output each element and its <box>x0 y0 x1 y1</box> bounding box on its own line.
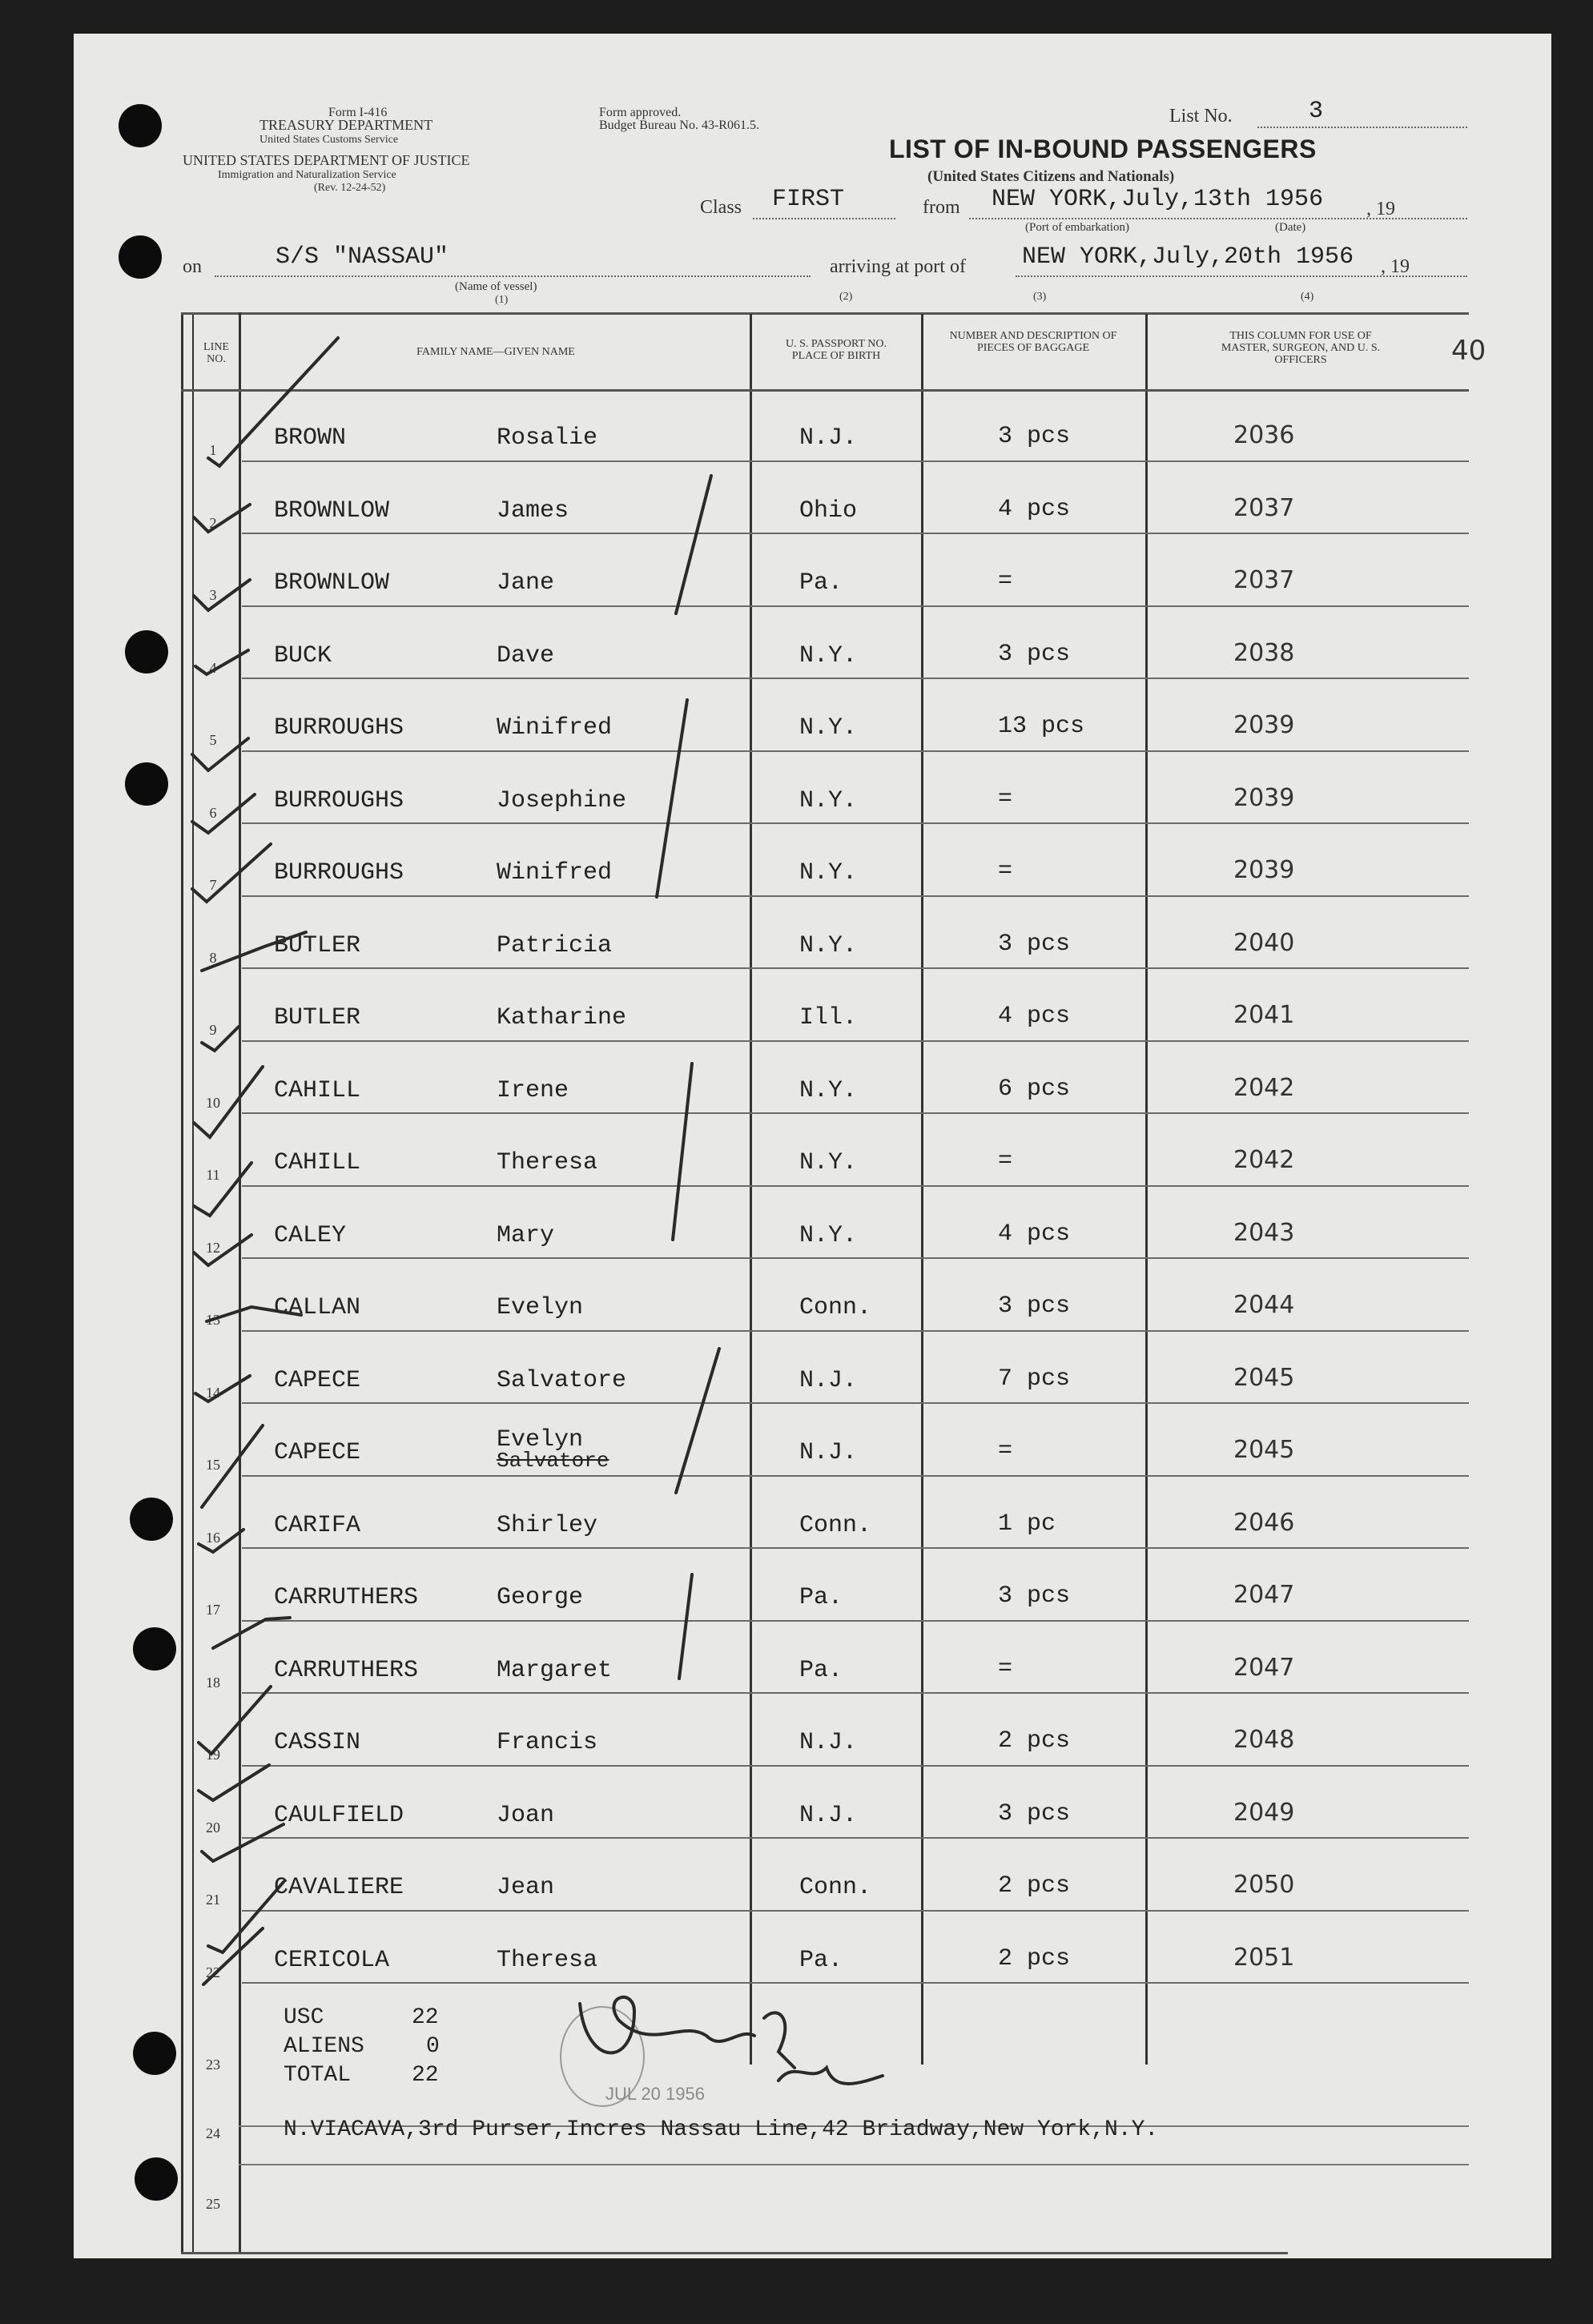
line-number: 8 <box>209 949 217 966</box>
struck-given-name: Salvatore <box>497 1449 609 1473</box>
arriving-label: arriving at port of <box>830 256 966 277</box>
given-name: Irene <box>497 1076 569 1104</box>
baggage-count: 2 pcs <box>998 1944 1071 1972</box>
binder-hole <box>133 2032 176 2075</box>
baggage-count: 3 pcs <box>998 423 1071 450</box>
line-number: 10 <box>206 1094 220 1111</box>
on-label: on <box>183 256 202 277</box>
place-of-birth: Pa. <box>799 569 843 597</box>
given-name: Jane <box>497 569 555 597</box>
family-name: CALEY <box>274 1221 347 1249</box>
binder-hole <box>135 2157 178 2201</box>
place-of-birth: N.J. <box>799 1439 858 1466</box>
binder-hole <box>133 1627 176 1671</box>
family-name: CARRUTHERS <box>274 1584 419 1611</box>
family-name: CALLAN <box>274 1294 361 1321</box>
baggage-count: = <box>998 858 1013 885</box>
officer-number: 2043 <box>1233 1218 1295 1247</box>
place-of-birth: N.Y. <box>799 786 858 814</box>
date-caption: (Date) <box>1275 221 1306 234</box>
vessel-caption: (Name of vessel) <box>455 280 537 293</box>
place-of-birth: N.Y. <box>799 641 858 669</box>
officer-number: 2040 <box>1233 928 1295 957</box>
baggage-count: 3 pcs <box>998 1293 1071 1320</box>
given-name: Theresa <box>497 1946 598 1974</box>
place-of-birth: N.J. <box>799 1801 858 1829</box>
place-of-birth: N.Y. <box>799 1076 858 1104</box>
baggage-count: = <box>998 1655 1013 1683</box>
col-caption-4: (4) <box>1301 291 1314 303</box>
total-value: 22 <box>412 2063 439 2088</box>
handwritten-marks <box>74 34 1551 2258</box>
given-name: Theresa <box>497 1149 598 1176</box>
table-border <box>239 312 241 2254</box>
given-name: Patricia <box>497 931 613 959</box>
given-name: Joan <box>497 1801 555 1829</box>
place-of-birth: Ohio <box>799 497 858 525</box>
family-name: CASSIN <box>274 1729 361 1756</box>
from-label: from <box>923 197 960 218</box>
officer-number: 2045 <box>1233 1363 1295 1392</box>
embarkation-value: NEW YORK,July,13th 1956 <box>992 186 1324 213</box>
table-border <box>1145 314 1148 2065</box>
line-number: 21 <box>206 1892 220 1908</box>
family-name: CARIFA <box>274 1511 361 1539</box>
place-of-birth: Ill. <box>799 1004 858 1031</box>
baggage-count: 3 pcs <box>998 1799 1071 1827</box>
given-name: Jean <box>497 1874 555 1901</box>
family-name: BUCK <box>274 641 332 669</box>
line-number: 15 <box>206 1457 220 1473</box>
given-name: Josephine <box>497 786 627 814</box>
baggage-count: = <box>998 1437 1013 1465</box>
given-name: Evelyn <box>497 1426 584 1454</box>
given-name: Francis <box>497 1729 598 1756</box>
officer-number: 2050 <box>1233 1871 1295 1899</box>
given-name: Dave <box>497 641 555 669</box>
line-number: 17 <box>206 1602 220 1618</box>
binder-hole <box>130 1498 173 1541</box>
table-border <box>750 314 752 2065</box>
aliens-label: ALIENS <box>284 2034 364 2059</box>
baggage-count: 4 pcs <box>998 495 1071 523</box>
officer-number: 2039 <box>1233 783 1295 812</box>
budget-label: Budget Bureau No. 43-R061.5. <box>599 119 759 132</box>
line-number: 5 <box>209 732 217 748</box>
place-of-birth: Conn. <box>799 1294 872 1321</box>
baggage-count: 3 pcs <box>998 930 1071 958</box>
officer-number: 2047 <box>1233 1653 1295 1682</box>
officer-number: 2049 <box>1233 1798 1295 1827</box>
line-number: 22 <box>206 1964 220 1980</box>
col-caption-3: (3) <box>1033 291 1047 303</box>
total-label: TOTAL <box>284 2063 352 2088</box>
officer-number: 2039 <box>1233 856 1295 884</box>
family-name: BROWN <box>274 424 347 452</box>
officer-number: 2038 <box>1233 638 1295 667</box>
col-header-passport: U. S. PASSPORT NO. PLACE OF BIRTH <box>786 338 887 362</box>
binder-hole <box>119 104 162 147</box>
given-name: James <box>497 497 569 525</box>
customs-label: United States Customs Service <box>259 134 399 146</box>
officer-number: 2047 <box>1233 1581 1295 1609</box>
col-header-baggage: NUMBER AND DESCRIPTION OF PIECES OF BAGGAGE <box>949 330 1117 354</box>
place-of-birth: N.Y. <box>799 1149 858 1176</box>
revision-label: (Rev. 12-24-52) <box>314 182 386 194</box>
officer-number: 2037 <box>1233 493 1295 522</box>
table-border <box>181 2252 1288 2254</box>
arrival-value: NEW YORK,July,20th 1956 <box>1022 243 1354 271</box>
officer-number: 2041 <box>1233 1001 1295 1029</box>
officer-number: 2036 <box>1233 421 1295 449</box>
family-name: CAPECE <box>274 1439 361 1466</box>
line-number: 11 <box>206 1167 220 1183</box>
family-name: BURROUGHS <box>274 859 404 887</box>
document-title: LIST OF IN-BOUND PASSENGERS <box>889 135 1317 163</box>
table-border <box>181 312 1469 315</box>
line-number: 24 <box>206 2125 220 2141</box>
baggage-count: 13 pcs <box>998 713 1085 740</box>
baggage-count: 2 pcs <box>998 1872 1071 1900</box>
officer-number: 2046 <box>1233 1508 1295 1537</box>
approved-label: Form approved. <box>599 106 682 119</box>
binder-hole <box>125 762 168 806</box>
given-name: Salvatore <box>497 1366 627 1394</box>
given-name: Winifred <box>497 859 613 887</box>
stamp-date: JUL 20 1956 <box>605 2084 705 2104</box>
officer-number: 2051 <box>1233 1943 1295 1972</box>
baggage-count: 3 pcs <box>998 640 1071 668</box>
family-name: CAPECE <box>274 1366 361 1394</box>
baggage-count: 6 pcs <box>998 1075 1071 1103</box>
officer-number: 2042 <box>1233 1073 1295 1102</box>
given-name: Winifred <box>497 714 613 742</box>
col-header-officers: THIS COLUMN FOR USE OF MASTER, SURGEON, AND U. S. OFFICERS <box>1221 330 1381 366</box>
place-of-birth: N.Y. <box>799 931 858 959</box>
vessel-value: S/S "NASSAU" <box>276 243 449 271</box>
purser-line: N.VIACAVA,3rd Purser,Incres Nassau Line,42 Briadway,New York,N.Y. <box>284 2117 1159 2142</box>
place-of-birth: Pa. <box>799 1946 843 1974</box>
binder-hole <box>125 630 168 673</box>
baggage-count: 4 pcs <box>998 1220 1071 1248</box>
family-name: BURROUGHS <box>274 714 404 742</box>
page-mark: 40 <box>1451 335 1486 367</box>
given-name: Evelyn <box>497 1294 584 1321</box>
family-name: BROWNLOW <box>274 569 390 597</box>
baggage-count: 1 pc <box>998 1510 1056 1538</box>
line-number: 25 <box>206 2196 220 2212</box>
col-caption-1: (1) <box>495 294 509 306</box>
table-border <box>181 312 183 2254</box>
baggage-count: 4 pcs <box>998 1003 1071 1030</box>
family-name: BURROUGHS <box>274 786 404 814</box>
baggage-count: = <box>998 785 1013 813</box>
line-number: 20 <box>206 1819 220 1835</box>
line-number: 23 <box>206 2057 220 2073</box>
given-name: Mary <box>497 1221 555 1249</box>
year-suffix: , 19 <box>1381 256 1410 277</box>
line-number: 9 <box>209 1022 217 1038</box>
line-number: 18 <box>206 1674 220 1691</box>
officer-number: 2044 <box>1233 1291 1295 1319</box>
family-name: CAHILL <box>274 1149 361 1176</box>
immigration-label: Immigration and Naturalization Service <box>218 169 396 181</box>
line-number: 19 <box>206 1747 220 1763</box>
aliens-value: 0 <box>426 2034 440 2059</box>
baggage-count: 2 pcs <box>998 1727 1071 1755</box>
form-number: Form I-416 <box>328 106 388 119</box>
justice-label: UNITED STATES DEPARTMENT OF JUSTICE <box>183 152 470 168</box>
document-subtitle: (United States Citizens and Nationals) <box>927 168 1175 185</box>
table-border <box>181 389 1469 392</box>
place-of-birth: N.Y. <box>799 1221 858 1249</box>
place-of-birth: N.J. <box>799 1729 858 1756</box>
table-border <box>921 314 923 2065</box>
inspection-stamp <box>554 2000 714 2121</box>
line-number: 4 <box>209 659 217 676</box>
family-name: CAHILL <box>274 1076 361 1104</box>
given-name: Margaret <box>497 1656 613 1684</box>
line-number: 6 <box>209 804 217 821</box>
line-number: 2 <box>209 514 217 531</box>
binder-hole <box>119 235 162 279</box>
officer-number: 2042 <box>1233 1146 1295 1174</box>
col-caption-2: (2) <box>839 291 853 303</box>
officer-number: 2037 <box>1233 566 1295 594</box>
family-name: CERICOLA <box>274 1946 390 1974</box>
list-number-value: 3 <box>1309 98 1324 125</box>
line-number: 7 <box>209 877 217 893</box>
line-number: 16 <box>206 1529 220 1546</box>
list-number-label: List No. <box>1169 106 1233 127</box>
line-number: 14 <box>206 1384 220 1401</box>
treasury-label: TREASURY DEPARTMENT <box>259 117 433 133</box>
officer-number: 2048 <box>1233 1726 1295 1754</box>
given-name: Rosalie <box>497 424 598 452</box>
officer-number: 2039 <box>1233 711 1295 739</box>
family-name: CARRUTHERS <box>274 1656 419 1684</box>
line-number: 1 <box>209 442 217 458</box>
baggage-count: 3 pcs <box>998 1582 1071 1610</box>
place-of-birth: Conn. <box>799 1874 872 1901</box>
family-name: BUTLER <box>274 931 361 959</box>
embarkation-caption: (Port of embarkation) <box>1025 221 1129 234</box>
place-of-birth: N.J. <box>799 424 858 452</box>
line-number: 13 <box>206 1312 220 1328</box>
family-name: BUTLER <box>274 1004 361 1031</box>
line-number: 3 <box>209 587 217 603</box>
given-name: Shirley <box>497 1511 598 1539</box>
baggage-count: = <box>998 1148 1013 1175</box>
usc-label: USC <box>284 2005 324 2030</box>
place-of-birth: Conn. <box>799 1511 872 1539</box>
manifest-page <box>74 34 1551 2258</box>
line-number: 12 <box>206 1239 220 1256</box>
year-suffix: , 19 <box>1366 199 1395 219</box>
family-name: BROWNLOW <box>274 497 390 525</box>
class-value: FIRST <box>772 186 845 213</box>
class-label: Class <box>700 197 742 218</box>
col-header-line-no: LINE NO. <box>203 341 229 365</box>
usc-value: 22 <box>412 2005 439 2030</box>
place-of-birth: Pa. <box>799 1656 843 1684</box>
place-of-birth: N.J. <box>799 1366 858 1394</box>
given-name: Katharine <box>497 1004 627 1031</box>
officer-number: 2045 <box>1233 1436 1295 1464</box>
baggage-count: 7 pcs <box>998 1365 1071 1393</box>
baggage-count: = <box>998 568 1013 595</box>
given-name: George <box>497 1584 584 1611</box>
place-of-birth: N.Y. <box>799 859 858 887</box>
family-name: CAULFIELD <box>274 1801 404 1829</box>
family-name: CAVALIERE <box>274 1874 404 1901</box>
col-header-name: FAMILY NAME—GIVEN NAME <box>416 346 575 358</box>
table-border <box>192 312 194 2254</box>
place-of-birth: Pa. <box>799 1584 843 1611</box>
place-of-birth: N.Y. <box>799 714 858 742</box>
